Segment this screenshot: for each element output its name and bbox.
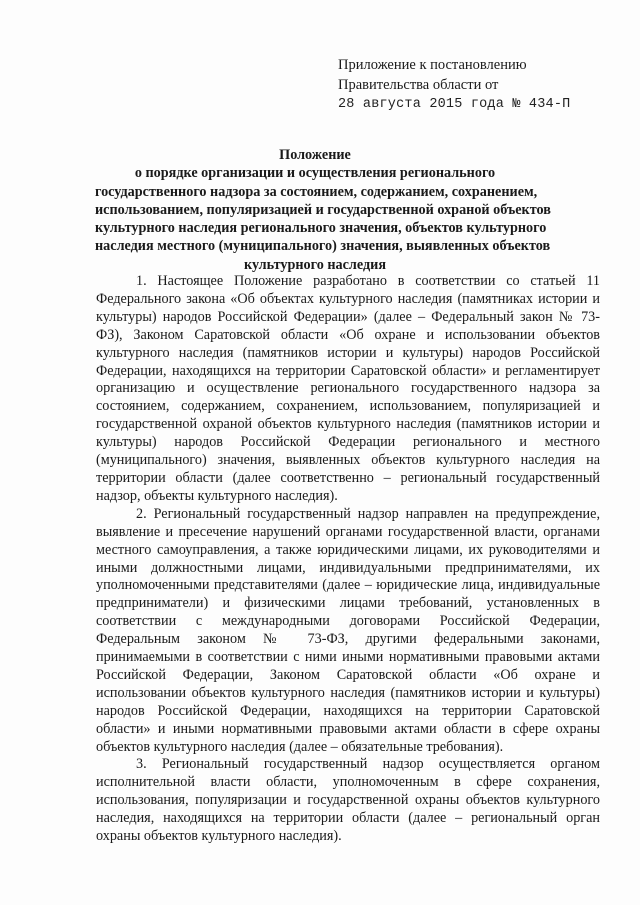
paragraph-1: 1. Настоящее Положение разработано в соответствии со статьей 11 Федерального закона «Об объектах культурного наследия (памятниках истории и культуры) народов Российской Федерации» (далее – Федеральный закон № 73-ФЗ), Законом Саратовской области «Об охране и использовании объектов культурного наследия (памятников истории и культуры) народов Российской Федерации, находящихся на территории Саратовской области» и регламентирует организацию и осуществление регионального государственного надзора за состоянием, содержанием, сохранением, использованием, популяризацией и государственной охраной объектов культурного наследия (памятников истории и культуры) народов Российской Федерации регионального и местного (муниципального) значения, выявленных объектов культурного наследия на территории области (далее соответственно – региональный государственный надзор, объекты культурного наследия).	[96, 273, 600, 504]
document-body	[96, 273, 600, 846]
appendix-date-number-stamp: 28 августа 2015 года № 434-П	[338, 97, 571, 112]
appendix-line-2: Правительства области от	[338, 77, 499, 93]
title-line-7: культурного наследия	[243, 256, 387, 273]
appendix-header	[338, 55, 618, 115]
document-title	[95, 146, 551, 274]
title-line-5: культурного наследия регионального значения, объектов культурного	[95, 220, 547, 237]
title-line-1: Положение	[279, 147, 351, 163]
title-line-6: наследия местного (муниципального) значения, выявленных объектов	[95, 238, 551, 255]
title-line-2: о порядке организации и осуществления регионального	[134, 165, 496, 182]
appendix-line-1: Приложение к постановлению	[338, 57, 527, 73]
paragraph-3: 3. Региональный государственный надзор осуществляется органом исполнительной власти области, уполномоченным в сфере сохранения, использования, популяризации и государственной охраны объектов культурного наследия, находящихся на территории области (далее – региональный орган охраны объектов культурного наследия).	[96, 756, 600, 845]
title-line-4: использованием, популяризацией и государственной охраной объектов	[95, 201, 551, 218]
title-line-3: государственного надзора за состоянием, содержанием, сохранением,	[95, 183, 538, 200]
paragraph-2: 2. Региональный государственный надзор направлен на предупреждение, выявление и пресечение нарушений органами государственной власти, органами местного самоуправления, а также юридическими лицами, их руководителями и иными должностными лицами, индивидуальными предпринимателями, их уполномоченными представителями (далее – юридические лица, индивидуальные предприниматели) и физическими лицами требований, установленных в соответствии с международными договорами Российской Федерации, Федеральным законом № 73-ФЗ, другими федеральными законами, принимаемыми в соответствии с ними иными нормативными правовыми актами Российской Федерации, Законом Саратовской области «Об охране и использовании объектов культурного наследия (памятников истории и культуры) народов Российской Федерации, находящихся на территории Саратовской области» и иными нормативными правовыми актами области в сфере охраны объектов культурного наследия (далее – обязательные требования).	[96, 505, 600, 755]
